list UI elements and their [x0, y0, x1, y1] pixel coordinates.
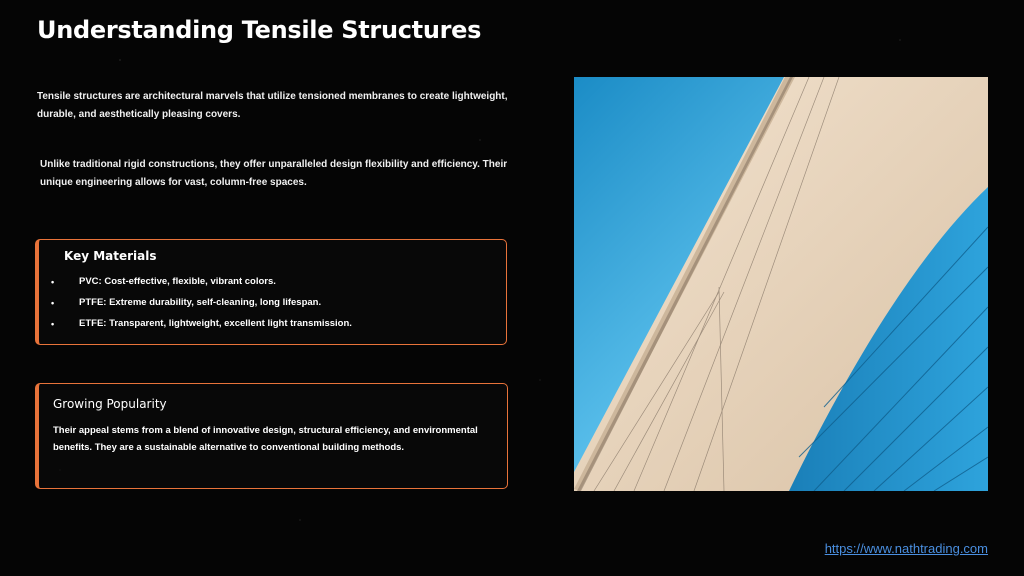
slide-title: Understanding Tensile Structures — [37, 16, 482, 44]
list-item — [51, 318, 352, 339]
growing-popularity-heading: Growing Popularity — [53, 397, 167, 411]
material-etfe: ETFE: Transparent, lightweight, excellent light transmission. — [79, 318, 352, 329]
bullet-icon: • — [51, 298, 55, 308]
detail-paragraph: Unlike traditional rigid constructions, they offer unparalleled design flexibility and efficiency. Their unique engineering allows for vast, column-free spaces. — [40, 159, 508, 188]
growing-popularity-text: Their appeal stems from a blend of innovative design, structural efficiency, and environmental benefits. They are a sustainable alternative to conventional building methods. — [53, 425, 478, 453]
list-item — [51, 276, 352, 297]
tensile-structure-photo — [574, 77, 988, 491]
list-item — [51, 297, 352, 318]
bullet-icon: • — [51, 319, 55, 329]
bullet-icon: • — [51, 277, 55, 287]
material-pvc: PVC: Cost-effective, flexible, vibrant colors. — [79, 276, 276, 287]
growing-popularity-card — [35, 383, 508, 489]
key-materials-card — [35, 239, 507, 345]
materials-list — [51, 276, 352, 339]
material-ptfe: PTFE: Extreme durability, self-cleaning, long lifespan. — [79, 297, 322, 308]
website-link[interactable]: https://www.nathtrading.com — [824, 541, 988, 556]
key-materials-heading: Key Materials — [64, 249, 157, 263]
intro-paragraph: Tensile structures are architectural marvels that utilize tensioned membranes to create lightweight, durable, and aesthetically pleasing covers. — [37, 91, 508, 120]
